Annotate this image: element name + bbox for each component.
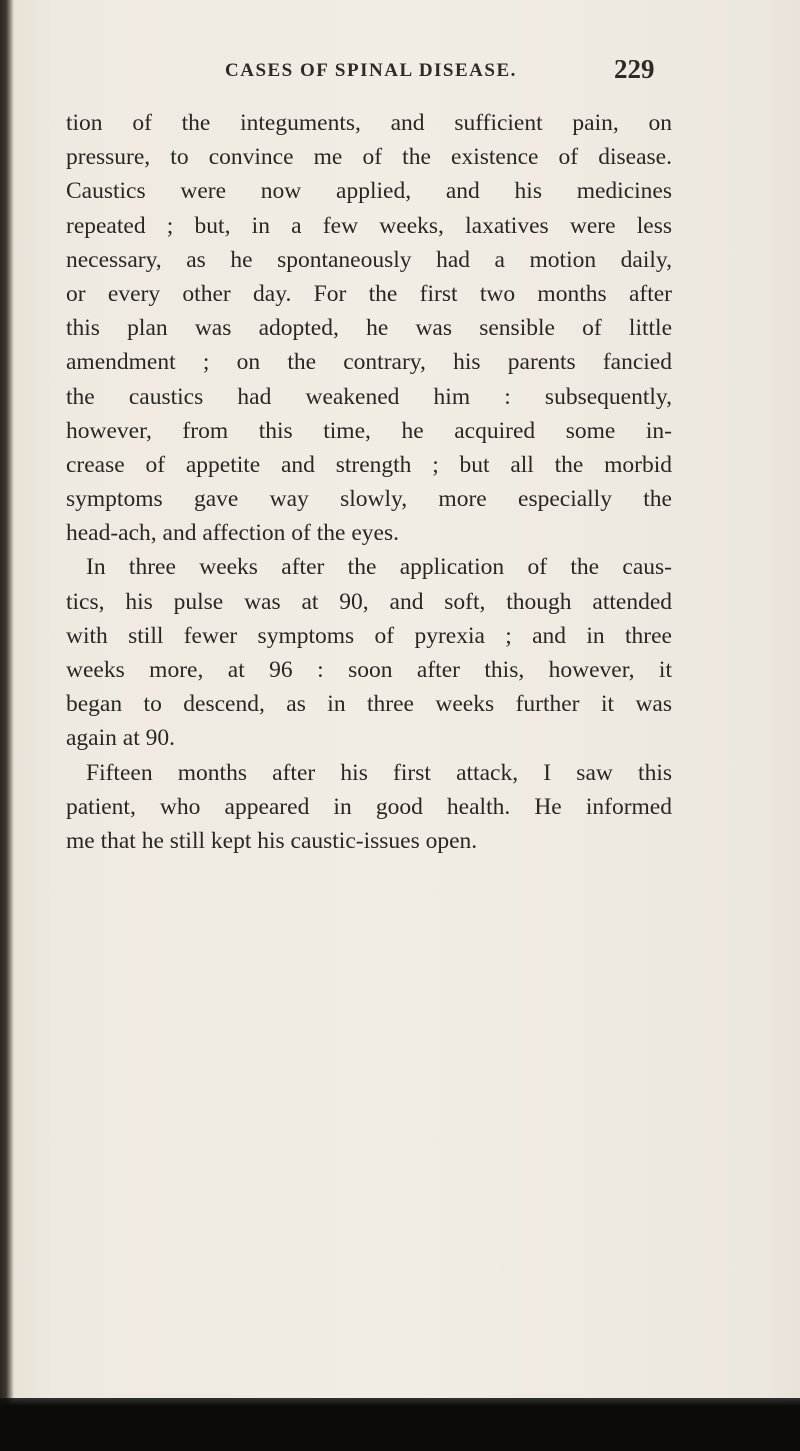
page-bottom-shadow <box>0 1398 800 1451</box>
page-binding-edge <box>0 0 14 1451</box>
paragraph-end-line: head-ach, and affection of the eyes. <box>66 520 399 547</box>
paragraph-end-line: again at 90. <box>66 725 175 752</box>
text-line: this plan was adopted, he was sensible of little <box>66 315 672 342</box>
text-line: weeks more, at 96 : soon after this, however, it <box>66 657 672 683</box>
text-line: Caustics were now applied, and his medicines <box>66 178 672 205</box>
text-line: crease of appetite and strength ; but all the morbid <box>66 451 672 478</box>
text-line: or every other day. For the first two months after <box>66 280 672 307</box>
text-line: patient, who appeared in good health. He informed <box>66 793 672 820</box>
running-head <box>0 54 800 94</box>
text-line: with still fewer symptoms of pyrexia ; and in three <box>66 622 672 649</box>
paragraph-start-line: In three weeks after the application of the caus- <box>86 554 672 581</box>
paragraph-start-line: Fifteen months after his first attack, I saw this <box>86 759 672 786</box>
body-text <box>66 106 672 858</box>
text-line: the caustics had weakened him : subsequently, <box>66 383 672 410</box>
running-head-title: CASES OF SPINAL DISEASE. <box>225 60 517 81</box>
text-line: repeated ; but, in a few weeks, laxatives were less <box>66 212 672 239</box>
text-line: began to descend, as in three weeks further it was <box>66 691 672 718</box>
page-number: 229 <box>614 54 655 84</box>
text-line: tics, his pulse was at 90, and soft, though attended <box>66 588 672 615</box>
paragraph-end-line: me that he still kept his caustic-issues open. <box>66 827 478 854</box>
text-line: symptoms gave way slowly, more especially the <box>66 486 672 513</box>
text-line: amendment ; on the contrary, his parents fancied <box>66 349 672 376</box>
text-line: necessary, as he spontaneously had a motion daily, <box>66 246 672 273</box>
text-line: however, from this time, he acquired some in- <box>66 417 672 444</box>
text-line: tion of the integuments, and sufficient pain, on <box>66 110 672 136</box>
text-line: pressure, to convince me of the existence of disease. <box>66 144 672 171</box>
